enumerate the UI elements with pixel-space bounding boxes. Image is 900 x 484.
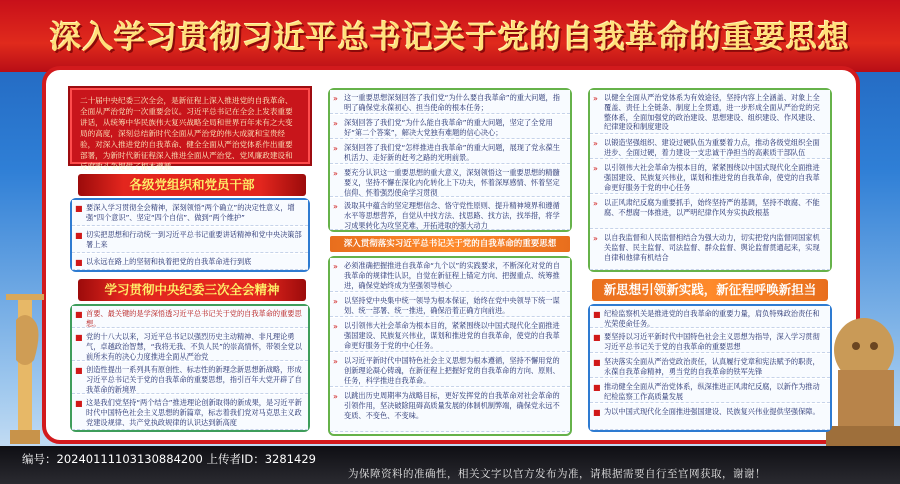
chevron-right-icon: » xyxy=(593,94,598,103)
section-title-cadres: 各级党组织和党员干部 xyxy=(78,174,306,196)
intro-box: 二十届中央纪委三次全会，是新征程上深入推进党的自我革命、全面从严治党的一次重要会议。习近平总书记在全会上发表重要讲话，从统筹中华民族伟大复兴战略全局和世界百年未有之大变局的高度，深刻总结新时代全面从严治党的伟大成就和宝贵经验，对深入推进党的自我革命、健全全面从严治党体系作出重要部署，为新时代新征程深入推进全面从严治党、党风廉政建设和反腐败斗争提供了根本遵循。 xyxy=(70,88,310,164)
bullet-icon: ■ xyxy=(75,204,83,213)
chevron-right-icon: » xyxy=(593,164,598,173)
mid-bottom-item: » 必须准确把握推进自我革命“九个以”的实践要求，不断深化对党的自我革命的规律性认识，自觉在新征程上锚定方向、把握重点、统筹推进，确保党始终成为坚强领导核心 xyxy=(330,258,570,292)
right-bottom-item: ■ 为以中国式现代化全面推进强国建设、民族复兴伟业提供坚强保障。 xyxy=(590,404,830,430)
chevron-right-icon: » xyxy=(333,119,338,128)
mid-bottom-item: » 以跳出历史周期率为战略目标，更好发挥党的自我革命对社会革命的引领作用，坚决破除阻碍高质量发展的体制机制弊端，确保党永远不变质、不变色、不变味。 xyxy=(330,388,570,432)
bullet-icon: ■ xyxy=(593,358,601,367)
left-bottom-item: ■ 这是我们党坚持“两个结合”推进理论创新取得的新成果，是习近平新时代中国特色社会主义思想的新篇章，标志着我们党对马克思主义政党建设规律、共产党执政规律的认识达到新高度 xyxy=(72,395,308,430)
section-title-new-thought: 新思想引领新实践，新征程呼唤新担当 xyxy=(592,279,828,301)
bullet-icon: ■ xyxy=(75,258,83,267)
left-top-item: ■ 切实把思想和行动统一到习近平总书记重要讲话精神和党中央决策部署上来 xyxy=(72,227,308,253)
chevron-right-icon: » xyxy=(333,144,338,153)
bullet-icon: ■ xyxy=(75,333,83,342)
chevron-right-icon: » xyxy=(333,322,338,331)
right-top-item: » 以正风肃纪反腐为重要抓手，始终坚持严的基调，坚持不敢腐、不能腐、不想腐一体推进，以严明纪律作风夯实执政根基 xyxy=(590,195,830,229)
bullet-icon: ■ xyxy=(593,408,601,417)
mid-bottom-item: » 以习近平新时代中国特色社会主义思想为根本遵循，坚持不懈用党的创新理论凝心铸魂，在新征程上把握好党的自我革命的方向、原则、任务，科学推进自我革命。 xyxy=(330,353,570,387)
left-bottom-item: ■ 党的十八大以来，习近平总书记以强烈历史主动精神、非凡理论勇气，卓越政治智慧，“我将无我、不负人民”的崇高情怀，带领全党以前所未有的决心力度推进全面从严治党 xyxy=(72,329,308,361)
chevron-right-icon: » xyxy=(593,234,598,243)
chevron-right-icon: » xyxy=(333,297,338,306)
left-bottom-item: ■ 创造性提出一系列具有原创性、标志性的新理念新思想新战略，形成习近平总书记关于党的自我革命的重要思想，指引百年大党开辟了自我革命的新境界 xyxy=(72,362,308,394)
right-top-item: » 以锻造坚强组织、建设过硬队伍为重要着力点，推动各级党组织全面进步、全面过硬，着力建设一支忠诚干净担当的高素质干部队伍 xyxy=(590,135,830,159)
chevron-right-icon: » xyxy=(333,202,338,211)
stone-lion-icon xyxy=(820,290,900,446)
right-bottom-item: ■ 推动健全全面从严治党体系，纵深推进正风肃纪反腐，以新作为推动纪检监察工作高质量发展 xyxy=(590,379,830,403)
mid-banner: 深入贯彻落实习近平总书记关于党的自我革命的重要思想 xyxy=(330,236,570,252)
left-top-item: ■ 以永远在路上的坚韧和执着把党的自我革命进行到底 xyxy=(72,254,308,270)
mid-bottom-item: » 以坚持党中央集中统一领导为根本保证，始终在党中央领导下统一谋划、统一部署、统一推进，确保沿着正确方向前进。 xyxy=(330,293,570,317)
right-bottom-item: ■ 坚决落实全面从严治党政治责任，认真履行党章和宪法赋予的职责，永葆自我革命精神，勇当党的自我革命的铁军先锋 xyxy=(590,354,830,378)
chevron-right-icon: » xyxy=(593,199,598,208)
right-bottom-item: ■ 纪检监察机关是推进党的自我革命的重要力量，肩负特殊政治责任和光荣使命任务。 xyxy=(590,306,830,328)
left-top-item: ■ 要深入学习贯彻全会精神，深刻领悟“两个确立”的决定性意义，增强“四个意识”、坚定“四个自信”、做到“两个维护” xyxy=(72,200,308,226)
mid-top-item: » 深刻回答了我们党“为什么能自我革命”的重大问题，坚定了全党用好“第二个答案”，解决大党独有难题的信心决心； xyxy=(330,115,570,139)
left-bottom-item: ■ 首要、最关键的是学深悟透习近平总书记关于党的自我革命的重要思想。 xyxy=(72,306,308,328)
chevron-right-icon: » xyxy=(333,392,338,401)
bullet-icon: ■ xyxy=(75,231,83,240)
chevron-right-icon: » xyxy=(333,169,338,178)
mid-top-item: » 汲取其中蕴含的坚定理想信念、恪守党性原则、提升精神境界和遵循水平等思想营养，自觉从中找方法、找思路、找方法，找举措，将学习成果转化为攻坚克难、开拓进取的强大动力 xyxy=(330,198,570,230)
mid-top-item: » 这一重要思想深刻回答了我们党“为什么要自我革命”的重大问题，指明了确保党永葆初心、担当使命的根本任务； xyxy=(330,90,570,114)
bullet-icon: ■ xyxy=(593,333,601,342)
bullet-icon: ■ xyxy=(75,399,83,408)
right-bottom-item: ■ 要坚持以习近平新时代中国特色社会主义思想为指导，深入学习贯彻习近平总书记关于党的自我革命的重要思想 xyxy=(590,329,830,353)
chevron-right-icon: » xyxy=(333,357,338,366)
chevron-right-icon: » xyxy=(593,139,598,148)
chevron-right-icon: » xyxy=(333,94,338,103)
section-title-plenary: 学习贯彻中央纪委三次全会精神 xyxy=(78,279,306,301)
bullet-icon: ■ xyxy=(593,383,601,392)
disclaimer-text: 为保障资料的准确性，相关文字以官方发布为准，请根据需要自行至官网获取，谢谢！ xyxy=(348,468,766,480)
poster-title: 深入学习贯彻习近平总书记关于党的自我革命的重要思想 xyxy=(50,20,850,56)
mid-top-item: » 深刻回答了我们党“怎样推进自我革命”的重大问题，展现了党永葆生机活力、走好新的赶考之路的光明前景。 xyxy=(330,140,570,164)
right-top-item: » 以引领伟大社会革命为根本目的，紧紧围绕以中国式现代化全面推进强国建设、民族复兴伟业，谋划和推进党的自我革命，使党的自我革命更好服务于党的中心任务 xyxy=(590,160,830,194)
chevron-right-icon: » xyxy=(333,262,338,271)
bullet-icon: ■ xyxy=(75,310,83,319)
bullet-icon: ■ xyxy=(593,310,601,319)
bullet-icon: ■ xyxy=(75,366,83,375)
upload-code: 编号：20240111103130884200 上传者ID：3281429 xyxy=(22,452,316,466)
right-top-item: » 以自我监督和人民监督相结合为强大动力，切实把党内监督同国家机关监督、民主监督、司法监督、群众监督、舆论监督贯通起来，实现自律和他律有机结合 xyxy=(590,230,830,270)
mid-bottom-item: » 以引领伟大社会革命为根本目的，紧紧围绕以中国式现代化全面推进强国建设、民族复兴伟业，谋划和推进党的自我革命，使党的自我革命更好服务于党的中心任务。 xyxy=(330,318,570,352)
mid-top-item: » 要充分认识这一重要思想的重大意义，深刻领悟这一重要思想的精髓要义，坚持不懈在深化内化转化上下功夫，怀着深厚感情、怀着坚定信仰、怀着强烈使命学习贯彻 xyxy=(330,165,570,197)
right-top-item: » 以健全全面从严治党体系为有效途径，坚持内容上全涵盖、对象上全覆盖、责任上全链条、制度上全贯通，进一步形成全面从严治党的完整体系，全面加强党的政治建设、思想建设、组织建设、作风建设、纪律建设和制度建设 xyxy=(590,90,830,134)
huabiao-pillar-icon xyxy=(6,280,44,446)
